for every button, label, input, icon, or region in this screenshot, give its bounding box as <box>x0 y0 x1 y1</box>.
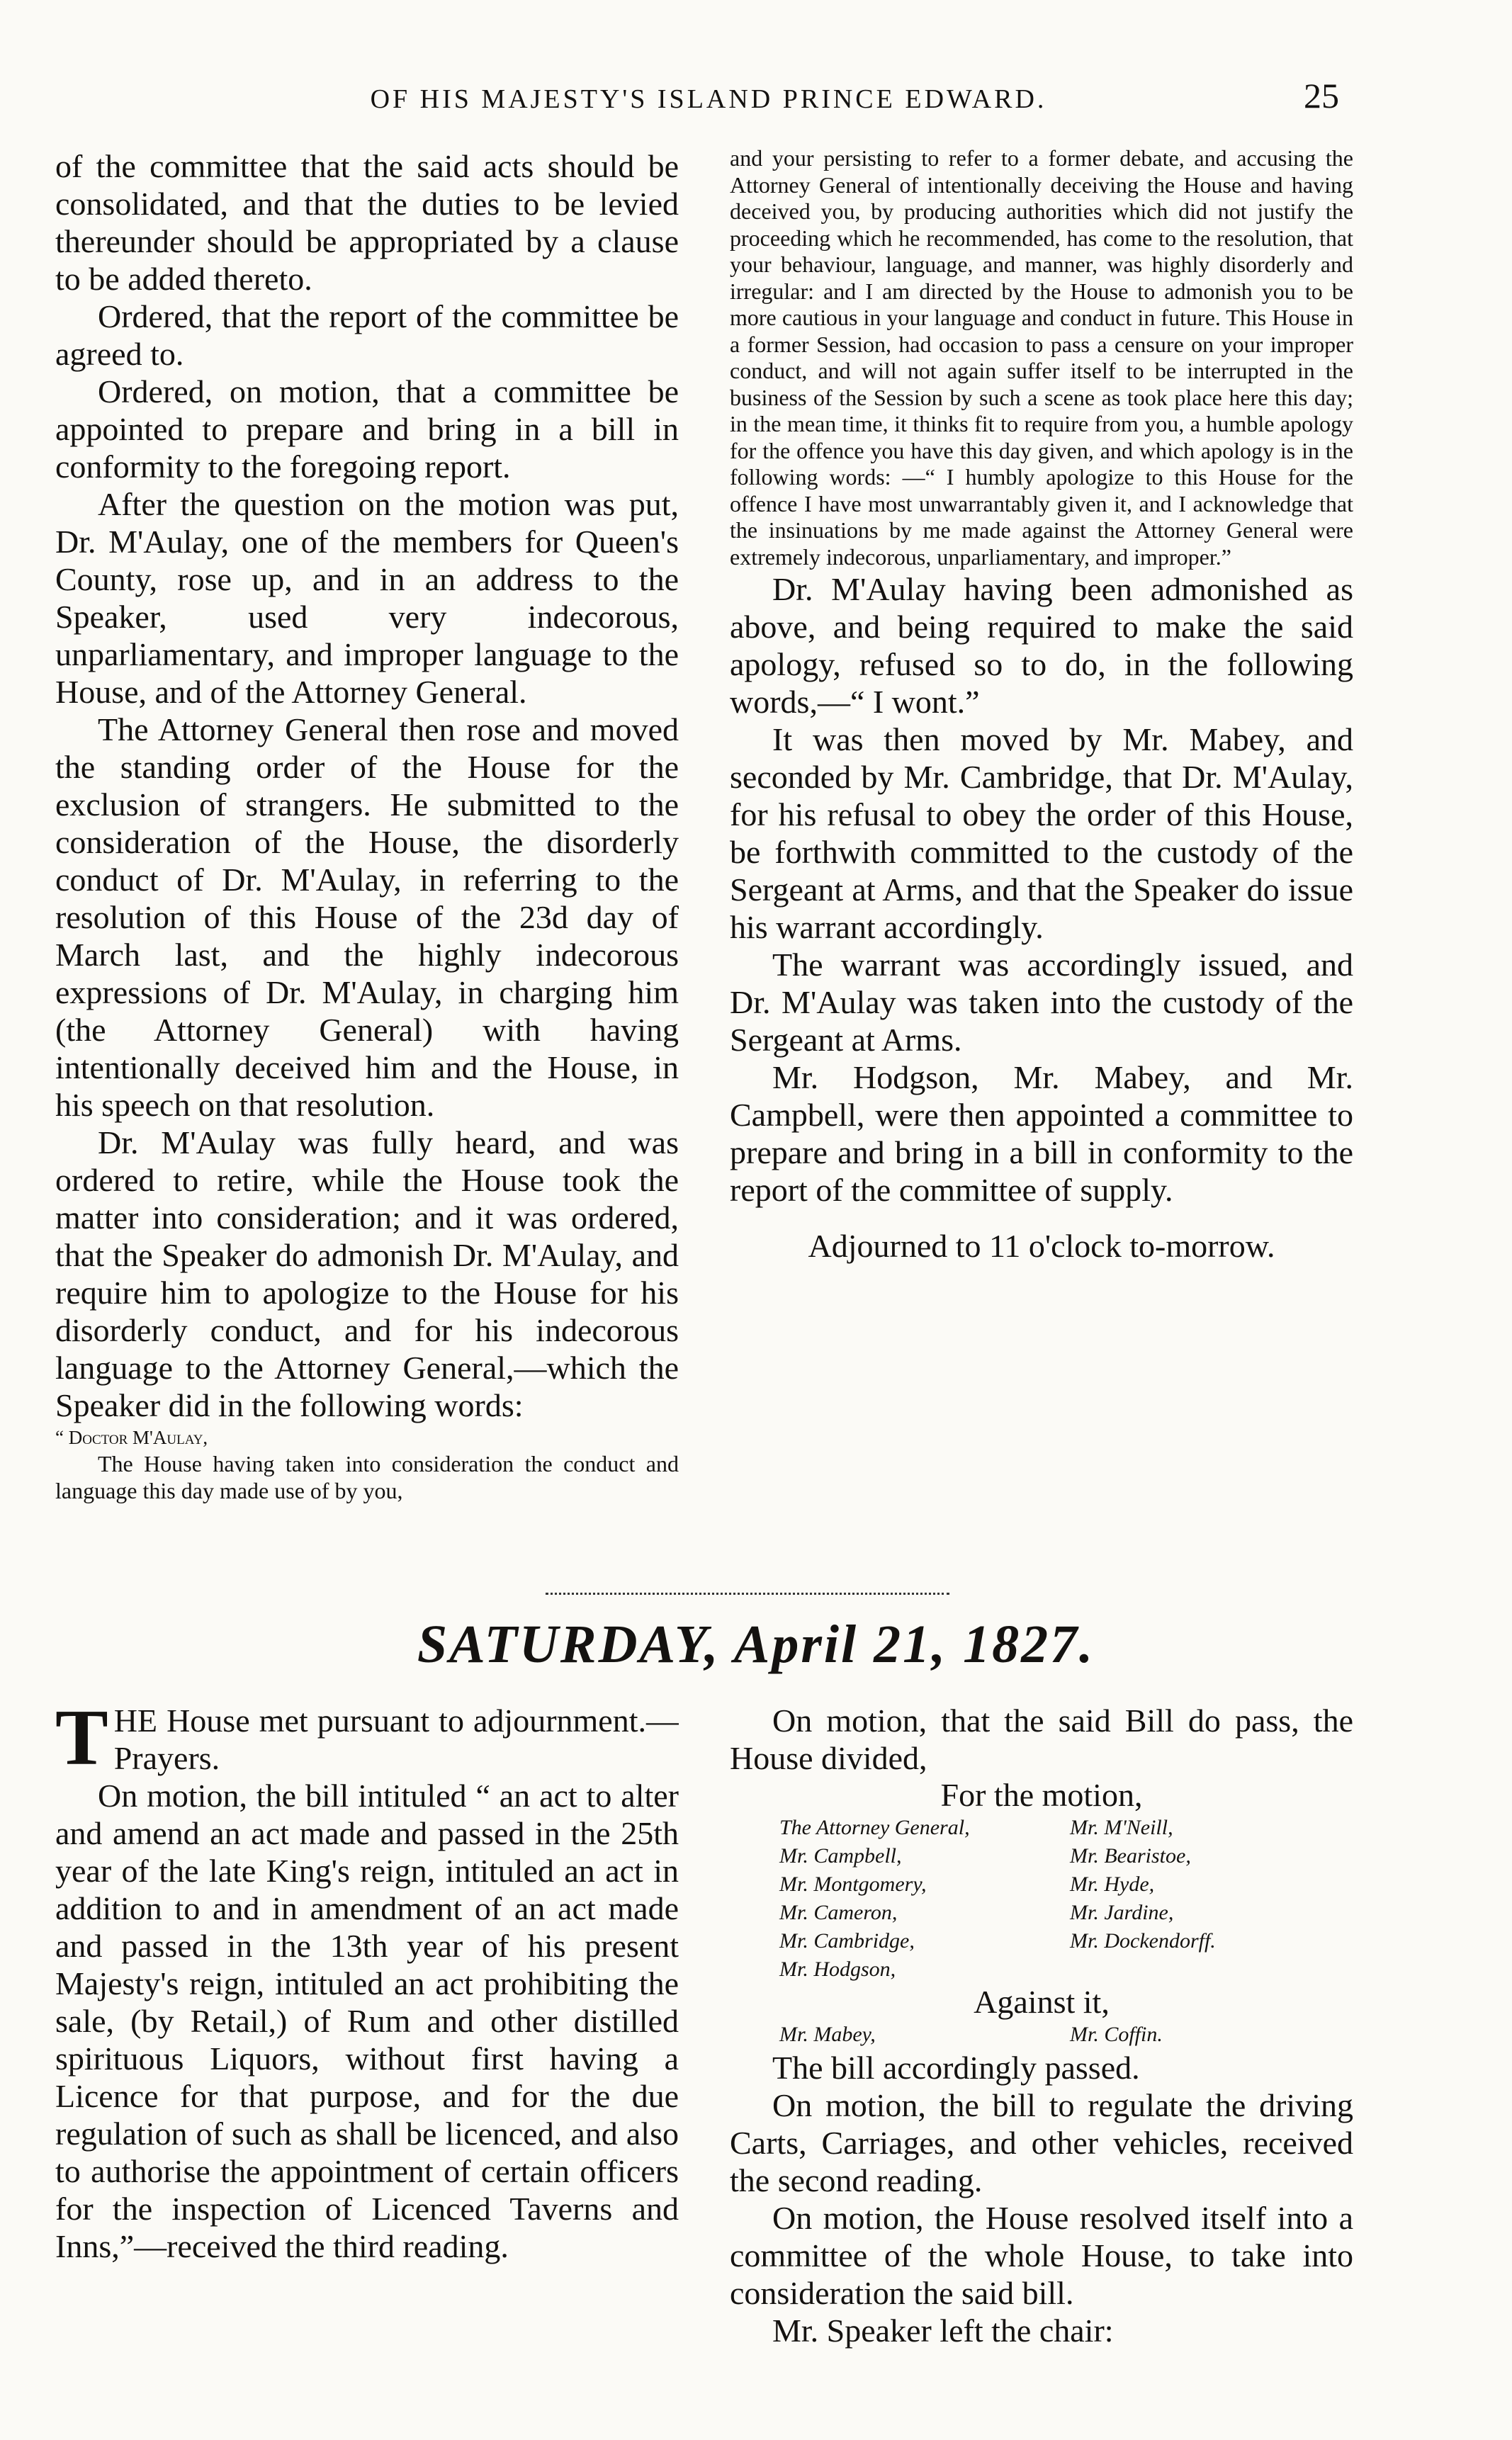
paragraph: On motion, the House resolved itself into a committee of the whole House, to take into consideration the said bill. <box>730 2200 1353 2311</box>
member-name: Mr. Jardine, <box>1070 1901 1174 1924</box>
against-heading: Against it, <box>974 1984 1110 2020</box>
member-name: Mr. Cameron, <box>779 1901 898 1924</box>
vote-row <box>730 1842 1353 1870</box>
member-name: The Attorney General, <box>779 1816 970 1839</box>
member-name: Mr. Montgomery, <box>779 1873 927 1896</box>
against-list <box>730 2021 1353 2049</box>
member-name: Mr. Bearistoe, <box>1070 1844 1191 1868</box>
paragraph: The bill accordingly passed. <box>772 2050 1140 2086</box>
member-name: Mr. Mabey, <box>779 2023 876 2046</box>
paragraph: Mr. Speaker left the chair: <box>772 2312 1114 2349</box>
for-heading: For the motion, <box>940 1777 1143 1813</box>
upper-right-column <box>730 145 1353 1491</box>
paragraph: Mr. Hodgson, Mr. Mabey, and Mr. Campbell, were then appointed a committee to prepare and bring in a bill in conformity to the report of the committee of supply. <box>730 1059 1353 1208</box>
vote-row <box>730 1955 1353 1984</box>
drop-cap: T <box>55 1702 108 1782</box>
paragraph: Ordered, that the report of the committee be agreed to. <box>55 298 679 372</box>
small-print-paragraph: and your persisting to refer to a former debate, and accusing the Attorney General of intentionally deceiving the House and having deceived you, by producing authorities which did not justify the proceeding which he recommended, has come to the resolution, that your behaviour, language, and manner, was highly disorderly and irregular: and I am directed by the House to admonish you to be more cautious in your language and conduct in future. This House in a former Session, had occasion to pass a censure on your improper conduct, and will not again suffer itself to be interrupted in the business of the Session by such a scene as took place here this day; in the mean time, it thinks fit to require from you, a humble apology for the offence you have this day given, and which apology is in the following words: —“ I humbly apologize to this House for the offence I have most unwarrantably given it, and I acknowledge that the insinuations by me made against the Attorney General were extremely indecorous, unparliamentary, and improper.” <box>730 145 1353 570</box>
for-list <box>730 1814 1353 1984</box>
paragraph: The warrant was accordingly issued, and Dr. M'Aulay was taken into the custody of the Sergeant at Arms. <box>730 947 1353 1058</box>
date-heading: SATURDAY, April 21, 1827. <box>417 1615 1095 1674</box>
paragraph: After the question on the motion was put, Dr. M'Aulay, one of the members for Queen's County, rose up, and in an address to the Speaker, used very indecorous, unparliamentary, and improper language to the House, and of the Attorney General. <box>55 486 679 710</box>
upper-left-column <box>55 147 679 1564</box>
running-head: OF HIS MAJESTY'S ISLAND PRINCE EDWARD. <box>370 84 1047 114</box>
paragraph: On motion, the bill intituled “ an act to alter and amend an act made and passed in the 25th year of the late King's reign, intituled an act in addition to and in amendment of an act made and passed in the 13th year of his present Majesty's reign, intituled an act prohibiting the sale, (by Retail,) of Rum and other distilled spirituous Liquors, without first having a Licence for that purpose, and for the due regulation of such as shall be licenced, and also to authorise the appointment of certain officers for the inspection of Licenced Taverns and Inns,”—received the third reading. <box>55 1778 679 2264</box>
member-name: Mr. Cambridge, <box>779 1929 915 1953</box>
lower-right-column <box>730 1702 1353 2410</box>
paragraph: of the committee that the said acts should be consolidated, and that the duties to be levied thereunder should be appropriated by a clause to be added thereto. <box>55 148 679 297</box>
member-name: Mr. Campbell, <box>779 1844 902 1868</box>
member-name: Mr. M'Neill, <box>1070 1816 1173 1839</box>
paragraph: On motion, the bill to regulate the driving Carts, Carriages, and other vehicles, received the second reading. <box>730 2087 1353 2198</box>
member-name: Mr. Coffin. <box>1070 2023 1163 2046</box>
vote-row <box>730 1870 1353 1899</box>
vote-row <box>730 1927 1353 1955</box>
adjournment-line: Adjourned to 11 o'clock to-morrow. <box>808 1228 1275 1264</box>
small-print-paragraph: The House having taken into consideration the conduct and language this day made use of by you, <box>55 1451 679 1503</box>
paragraph: Dr. M'Aulay having been admonished as above, and being required to make the said apology, refused so to do, in the following words,—“ I wont.” <box>730 571 1353 720</box>
paragraph: The Attorney General then rose and moved the standing order of the House for the exclusion of strangers. He submitted to the consideration of the House, the disorderly conduct of Dr. M'Aulay, in referring to the resolution of this House of the 23d day of March last, and the highly indecorous expressions of Dr. M'Aulay, in charging him (the Attorney General) with having intentionally deceived him and the House, in his speech on that resolution. <box>55 711 679 1123</box>
paragraph: Ordered, on motion, that a committee be appointed to prepare and bring in a bill in conformity to the foregoing report. <box>55 373 679 485</box>
vote-row <box>730 1814 1353 1842</box>
page-header <box>0 76 1512 133</box>
opening-text: HE House met pursuant to adjournment.—Prayers. <box>113 1702 679 1776</box>
vote-row <box>730 1899 1353 1927</box>
lower-left-column <box>55 1702 679 2410</box>
paragraph: Dr. M'Aulay was fully heard, and was ordered to retire, while the House took the matter into consideration; and it was ordered, that the Speaker do admonish Dr. M'Aulay, and require him to apologize to the House for his disorderly conduct, and for his indecorous language to the Attorney General,—which the Speaker did in the following words: <box>55 1124 679 1423</box>
paragraph: It was then moved by Mr. Mabey, and seconded by Mr. Cambridge, that Dr. M'Aulay, for his refusal to obey the order of this House, be forthwith committed to the custody of the Sergeant at Arms, and that the Speaker do issue his warrant accordingly. <box>730 721 1353 945</box>
member-name: Mr. Hyde, <box>1070 1873 1155 1896</box>
member-name: Mr. Hodgson, <box>779 1958 896 1981</box>
divider-rule <box>546 1586 949 1595</box>
opening-paragraph <box>55 1702 679 1782</box>
page-number: 25 <box>1304 76 1339 115</box>
salutation: “ Doctor M'Aulay, <box>55 1427 208 1448</box>
member-name: Mr. Dockendorff. <box>1070 1929 1216 1953</box>
vote-row <box>730 2021 1353 2049</box>
paragraph: On motion, that the said Bill do pass, the House divided, <box>730 1702 1353 1776</box>
member-name <box>1070 1955 1325 1984</box>
